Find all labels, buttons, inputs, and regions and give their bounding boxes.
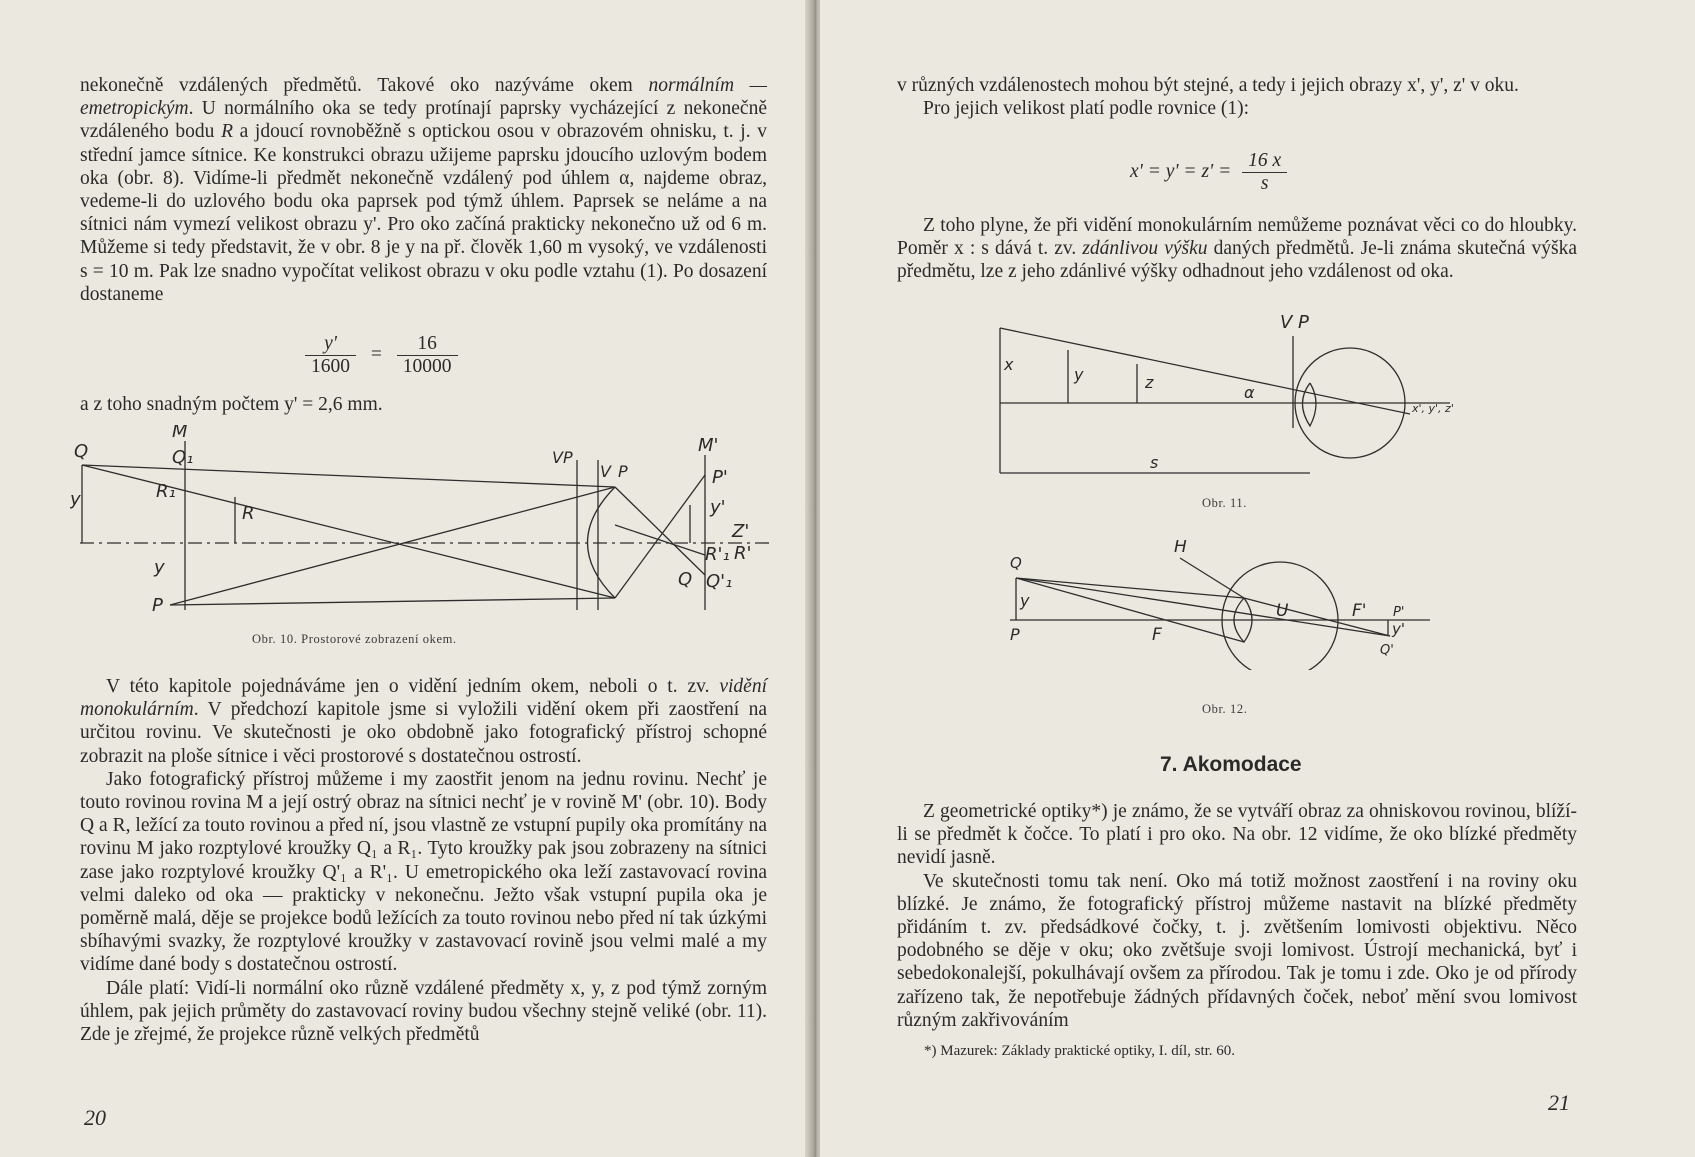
denominator: s [1260, 173, 1269, 194]
fig11-label-z: z [1145, 373, 1154, 392]
fig10-label-VP: VP [552, 448, 573, 467]
fig10-label-R1: R₁ [156, 481, 176, 502]
fig10-label-Q1: Q₁ [172, 447, 194, 468]
ray-4 [170, 598, 615, 605]
fig12-label-F-prime: F' [1352, 601, 1367, 621]
text-run: v různých vzdálenostech mohou být stejné, a tedy i jejich obrazy x', y', z' v oku. [897, 75, 1519, 96]
fig11-label-images: x', y', z' [1412, 402, 1454, 415]
figure-10-caption: Obr. 10. Prostorové zobrazení okem. [252, 632, 457, 646]
fig12-label-Q: Q [1010, 554, 1022, 572]
fig10-label-y: y [70, 489, 81, 510]
fig10-label-P2: P [618, 462, 628, 481]
numerator: 16 [397, 333, 458, 356]
figure-10-diagram [70, 425, 770, 625]
fig11-label-x: x [1004, 355, 1014, 374]
right-paragraph-5: Ve skutečnosti tomu tak není. Oko má totiž možnost zaostření i na roviny oku blízké. Je známo, že fotografický přístroj můžeme nastavit na blízké předměty přidáním t. zv. předsádkové čočky, t. j. zvětšením lomivosti objektivu. Něco podobného se děje v oku; oko zvětšuje svoji lomivost. Ústrojí mechanická, byť i sebedokonalejší, pokulhávají ovšem za přírodou. Tak je tomu i zde. Oko je od přírody zařízeno tak, že nepotřebuje žádných přídavných čoček, neboť mění svou lomivost různým zakřivováním [897, 870, 1577, 1031]
fraction-left [305, 333, 356, 378]
fig10-label-Z-prime: Z' [732, 521, 750, 542]
left-formula [305, 333, 458, 378]
emphasis: normálním — emetropickým [80, 75, 767, 120]
text-run: Z toho plyne, že při vidění monokulárním nemůžeme poznávat věci co do hloubky. Poměr x : s dává t. zv. [897, 215, 1577, 260]
fig10-label-y-prime: y' [710, 497, 726, 518]
figure-11-diagram [990, 308, 1510, 498]
ray-H [1180, 558, 1244, 598]
text-run: Z geometrické optiky*) je známo, že se vytváří obraz za ohniskovou rovinou, blíží-li se předmět k čočce. To platí i pro oko. Na obr. 12 vidíme, že oko blízké předměty nevidí jasně. [897, 801, 1577, 869]
text-run: . U normálního oka se tedy protínají paprsky vycházející z nekonečně vzdáleného bodu [80, 98, 767, 143]
fig10-label-P: P [152, 595, 163, 616]
figure-11-caption: Obr. 11. [1202, 496, 1247, 510]
fig10-label-R-prime: R' [734, 543, 752, 564]
fig10-label-V: V [600, 462, 611, 481]
footnote: *) Mazurek: Základy praktické optiky, I. díl, str. 60. [924, 1043, 1236, 1059]
chief-ray [1000, 328, 1410, 414]
fig10-label-R1-prime: R'₁ [705, 544, 730, 565]
right-paragraph-1 [897, 74, 1577, 120]
text-run: . V předchozí kapitole jsme si vyložili vidění okem při zaostření na určitou rovinu. Ve skutečnosti je oko obdobně jako fotografický přístroj schopné zobrazit na ploše sítnice i věci prostorové s dostatečnou ostrostí. [80, 699, 767, 767]
emphasis: vidění monokulárním [80, 676, 767, 721]
page-number-right: 21 [1548, 1090, 1570, 1115]
fig10-label-M: M [172, 425, 188, 442]
fig10-label-Q3: Q [678, 569, 693, 590]
fig10-label-Q1-prime: Q'₁ [706, 571, 733, 592]
fig12-label-Q-prime: Q' [1380, 643, 1394, 658]
fig12-label-H: H [1174, 540, 1187, 557]
left-paragraph-3: Jako fotografický přístroj můžeme i my zaostřit jenom na jednu rovinu. Nechť je touto rovinou rovina M a její ostrý obraz na sítnici nechť je v rovině M' (obr. 10). Body Q a R, ležící za touto rovinou a před ní, jsou vlastně ze vstupní pupily oka promítány na rovinu M jako rozptylové kroužky Q₁ a R₁. Tyto kroužky pak jsou zobrazeny na sítnici zase jako rozptylové kroužky Q'₁ a R'₁. U emetropického oka leží zastavovací rovina velmi daleko od oka — prakticky v nekonečnu. Ježto však vstupní pupila oka je poměrně malá, děje se projekce bodů ležících za touto rovinou nebo před ní tak úzkými sbíhavými svazky, že rozptylové kroužky v zastavovací rovině jsou velmi malé a my vidíme dané body s dostatečnou ostrostí. [80, 768, 767, 976]
fraction-right [397, 333, 458, 378]
emphasis: zdánlivou výšku [1082, 238, 1208, 260]
right-paragraph-4 [897, 800, 1577, 1032]
formula-lhs: x' = y' = z' = [1130, 160, 1232, 182]
denominator: 10000 [402, 356, 452, 377]
page-number-left: 20 [84, 1105, 106, 1130]
fraction [1242, 150, 1287, 195]
ray-2 [1016, 578, 1390, 636]
emphasis: R [221, 121, 233, 143]
fig11-label-P: P [1298, 312, 1309, 333]
section-heading: 7. Akomodace [1160, 753, 1302, 776]
fig10-label-R: R [242, 503, 255, 524]
fig11-label-y: y [1074, 365, 1084, 384]
text-run: a jdoucí rovnoběžně s optickou osou v obrazovém ohnisku, t. j. v střední jamce sítnice. Ke konstrukci obrazu užijeme paprsku jdoucího uzlovým bodem oka (obr. 8). Vidíme-li předmět nekonečně vzdálený pod úhlem α, najdeme obraz, vedeme-li do uzlového bodu oka paprsek pod týmž úhlem. Paprsek se neláme a na sítnici nám vymezí velikost obrazu y'. Pro oko začíná prakticky nekonečno už od 6 m. Můžeme si tedy představit, že v obr. 8 je y na př. člověk 1,60 m vysoký, ve vzdálenosti s = 10 m. Pak lze snadno vypočítat velikost obrazu v oku podle vztahu (1). Po dosazení dostaneme [80, 121, 767, 305]
fig10-label-Q: Q [74, 441, 89, 462]
fig11-label-s: s [1150, 453, 1159, 472]
figure-12-caption: Obr. 12. [1202, 702, 1248, 716]
figure-12-diagram [1010, 540, 1490, 670]
equals-sign: = [370, 343, 382, 365]
ray-5 [615, 487, 705, 575]
fig10-label-y2: y [154, 557, 165, 578]
fig12-label-F: F [1152, 625, 1162, 645]
fig11-label-alpha: α [1244, 383, 1255, 402]
ray-3 [170, 487, 615, 605]
result-text: a z toho snadným počtem y' = 2,6 mm. [80, 394, 383, 415]
right-formula [1130, 150, 1287, 195]
fig12-label-y: y [1020, 591, 1030, 610]
denominator: 1600 [311, 356, 350, 377]
left-paragraph-4: Dále platí: Vidí-li normální oko různě vzdálené předměty x, y, z pod týmž zorným úhlem, pak jejich průměty do zastavovací roviny budou všechny stejně veliké (obr. 11). Zde je zřejmé, že projekce různě velkých předmětů [80, 977, 767, 1046]
numerator: 16 x [1242, 150, 1287, 173]
text-run: daných předmětů. Je-li známa skutečná výška předmětu, lze z jeho zdánlivé výšky odhadnout jeho vzdálenost od oka. [897, 238, 1577, 283]
fig10-label-M-prime: M' [698, 435, 719, 456]
text-run: V této kapitole pojednáváme jen o vidění jedním okem, neboli o t. zv. [106, 676, 720, 697]
numerator: y' [305, 333, 356, 356]
fig11-label-V: V [1280, 312, 1293, 333]
fig12-label-y-prime: y' [1392, 620, 1406, 638]
left-paragraph-2 [80, 675, 767, 1046]
eye-lens [1303, 383, 1317, 426]
left-paragraph-1 [80, 74, 767, 306]
ray-7 [615, 525, 705, 555]
fig12-label-P-prime: P' [1393, 605, 1405, 620]
result-line [80, 393, 767, 416]
left-page [0, 0, 815, 1157]
text-run: nekonečně vzdálených předmětů. Takové oko nazýváme okem [80, 75, 649, 96]
right-page [820, 0, 1695, 1157]
right-paragraph-3 [897, 214, 1577, 284]
fig12-label-P: P [1010, 625, 1020, 644]
right-paragraph-2: Pro jejich velikost platí podle rovnice (1): [923, 98, 1250, 120]
fig10-label-P-prime: P' [712, 467, 728, 488]
fig12-label-U: U [1276, 601, 1289, 621]
